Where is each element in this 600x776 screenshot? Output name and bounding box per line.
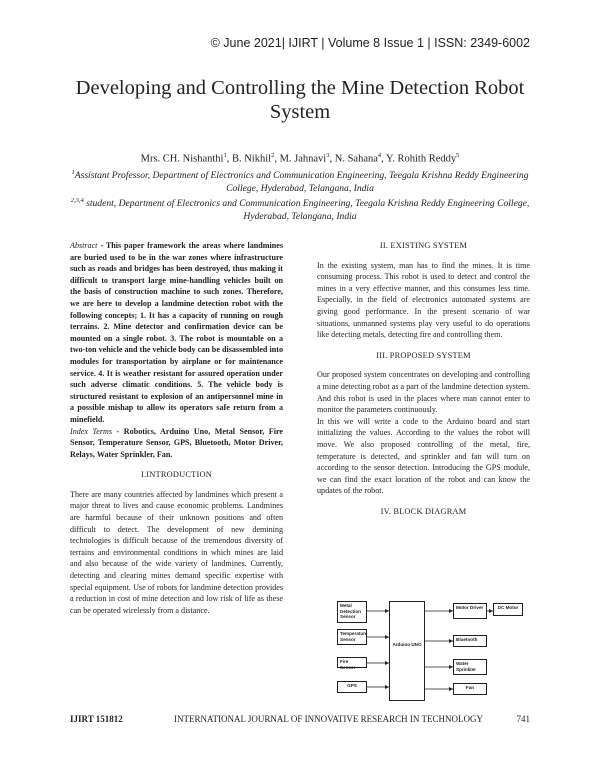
- title-line-1: Developing and Controlling the Mine Detection Robot: [75, 77, 525, 99]
- index-terms: [70, 426, 283, 461]
- index-terms-label: Index Terms: [70, 426, 113, 436]
- fire-sensor-block: Fire Sensor: [337, 657, 367, 668]
- abstract: [70, 240, 283, 426]
- author-sup: 2: [271, 152, 275, 159]
- affiliation-text: student, Department of Electronics and Communication Engineering, Teegala Krishna Reddy Engineering College, Hyderabad, Telangana, India: [86, 198, 530, 223]
- abstract-label: Abstract: [70, 241, 98, 250]
- affiliation-sup: 2,3,4: [70, 197, 84, 204]
- water-sprinkler-block: Water Sprinkler: [453, 659, 487, 675]
- author-name: N. Sahana: [334, 153, 378, 165]
- bluetooth-block: Bluetooth: [453, 635, 487, 647]
- dc-motor-block: DC Motor: [493, 603, 523, 616]
- motor-driver-block: Motor Driver: [453, 603, 487, 619]
- author-name: M. Jahnavi: [279, 153, 327, 165]
- section-heading-existing: II. EXISTING SYSTEM: [379, 241, 468, 250]
- author-sup: 1: [223, 152, 227, 159]
- paper-title: [60, 76, 540, 124]
- section-heading-introduction: I.INTRODUCTION: [141, 470, 212, 480]
- index-terms-text: - Robotics, Arduino Uno, Metal Sensor, Fire Sensor, Temperature Sensor, GPS, Bluetooth, Motor Driver, Relays, Water Sprinkler, Fan.: [70, 426, 283, 459]
- footer-page-number: 741: [516, 714, 530, 724]
- fan-block: Fan: [453, 683, 487, 695]
- temperature-sensor-block: Temperature Sensor: [337, 629, 367, 645]
- right-column: [317, 240, 530, 525]
- author-name: B. Nikhil: [231, 153, 272, 165]
- abstract-text: - This paper framework the areas where landmines are buried used to be in the war zones where infrastructure such as roads and bridges has been destroyed, thus making it difficult to transport large mine-handling vehicles built on the basis of construction machine to such zones. Therefore, we are here to develop a landmine detection robot with the following concepts; 1. It has a capacity of running on rough terrains. 2. Mine detector and confirmation device can be mounted on a single robot. 3. The robot is mountable on a two-ton vehicle and the vehicle body can be disassembled into modules for transportation by airplane or for maintenance service. 4. It is weather resistant for assured operation under such adverse climatic conditions. 5. The vehicle body is structured resistant to explosion of an antipersonnel mine in a possible mishap to allow its operators safe return from a minefield.: [70, 241, 283, 424]
- arduino-block: Arduino UNO: [389, 601, 425, 701]
- footer-paper-id: IJIRT 151812: [70, 714, 123, 724]
- block-diagram: [325, 597, 525, 707]
- affiliation-2: [60, 194, 540, 223]
- journal-header: © June 2021| IJIRT | Volume 8 Issue 1 | ISSN: 2349-6002: [210, 36, 530, 50]
- gps-block: GPS: [337, 681, 367, 693]
- page-footer: [70, 714, 530, 728]
- existing-paragraph: In the existing system, man has to find the mines. It is time consuming process. This robot is used to detect and control the mines in a very effective manner, and this consumes less time. Especially, in the field of electronics automated systems are giving good performance. In the present scenario of war situations, unmanned systems play very useful to do operations like detecting metals, detecting fire and controlling them.: [317, 260, 530, 340]
- left-column: [70, 240, 283, 616]
- author-name: Y. Rohith Reddy: [386, 153, 457, 165]
- section-heading-block-diagram: IV. BLOCK DIAGRAM: [380, 506, 467, 516]
- affiliation-sup: 1: [71, 169, 75, 176]
- proposed-paragraph-1: Our proposed system concentrates on developing and controlling a mine detecting robot as a part of the landmine detection system. And this robot is used in the places where man cannot enter to monitor the parameters continuously.: [317, 370, 530, 415]
- proposed-paragraph-2: In this we will write a code to the Arduino board and start initializing the values. According to the values the robot will move. We also proposed controlling of the metal, fire, temperature is detected, and sprinkler and fan will turn on according to the sensor detection. Introducing the GPS module, we can find the exact location of the robot and can know the updates of the robot.: [317, 416, 530, 496]
- author-list: Mrs. CH. Nishanthi$^1$, B. Nikhil$^2$, M. Jahnavi$^3$, N. Sahana$^4$, Y. Rohith Reddy$^5$: [140, 152, 460, 165]
- author-sup: 3: [326, 152, 330, 159]
- introduction-paragraph: There are many countries affected by landmines which present a major threat to lives and cause economic problems. Landmines are harmful because of their unknown positions and often difficult to detect. The development of new demining technologies is difficult because of the tremendous diversity of terrains and environmental conditions in which mines are laid and also because of the wide variety of landmines. Currently, detecting and clearing mines demand specific expertise with special equipment. Use of robots for landmine detection provides a reduction in cost of mine detection and low risk of life as these can be operated wirelessly from a distance.: [70, 489, 283, 615]
- metal-sensor-block: Metal Detection Sensor: [337, 601, 367, 623]
- author-name: Mrs. CH. Nishanthi: [140, 153, 224, 165]
- author-sup: 4: [377, 152, 382, 159]
- affiliation-text: Assistant Professor, Department of Electronics and Communication Engineering, Teegala Krishna Reddy Engineering College, Hyderabad, Telangana, India: [74, 170, 529, 195]
- author-sup: 5: [456, 152, 460, 159]
- title-line-2: System: [269, 101, 331, 123]
- affiliation-1: [60, 166, 540, 195]
- footer-journal-name: INTERNATIONAL JOURNAL OF INNOVATIVE RESEARCH IN TECHNOLOGY: [174, 714, 483, 724]
- section-heading-proposed: III. PROPOSED SYSTEM: [376, 350, 471, 360]
